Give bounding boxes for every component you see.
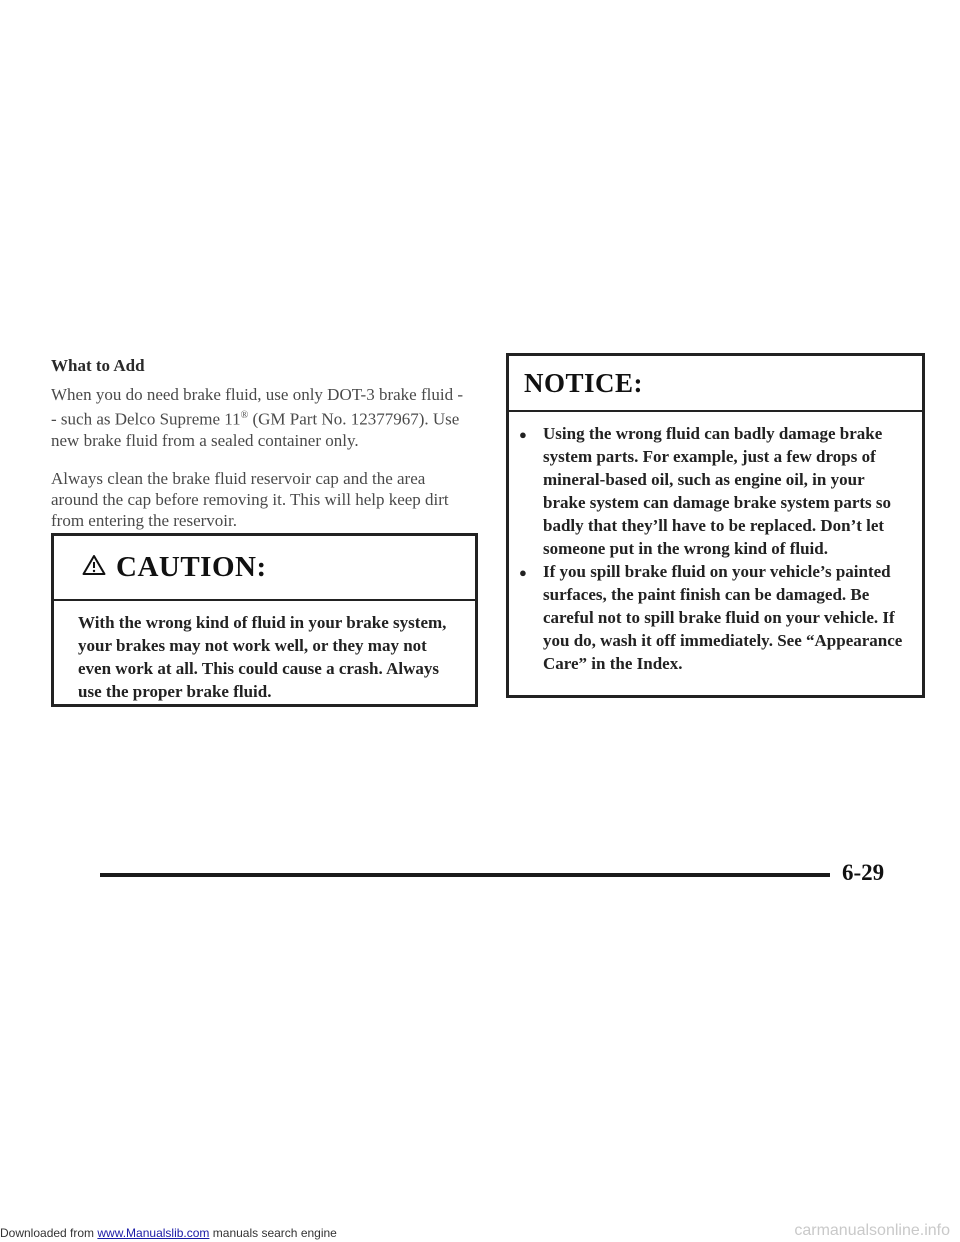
bullet-icon: ● bbox=[519, 565, 527, 580]
download-footer: Downloaded from www.Manualslib.com manuals search engine bbox=[0, 1226, 337, 1240]
notice-title: NOTICE: bbox=[524, 367, 644, 398]
caution-box bbox=[51, 533, 478, 707]
section-heading: What to Add bbox=[51, 356, 145, 375]
notice-item-text: Using the wrong fluid can badly damage brake system parts. For example, just a few drops of mineral-based oil, such as engine oil, in your brake system can damage brake system parts so badly that they’ll have to be replaced. Don’t let someone put in the wrong kind of fluid. bbox=[543, 424, 892, 558]
page-number: 6-29 bbox=[842, 860, 885, 885]
footer-divider bbox=[100, 873, 830, 877]
warning-triangle-icon bbox=[82, 554, 106, 581]
caution-title: CAUTION: bbox=[116, 551, 267, 583]
list-item bbox=[519, 560, 910, 675]
manualslib-link[interactable]: www.Manualslib.com bbox=[97, 1226, 210, 1240]
paragraph-clean-cap: Always clean the brake fluid reservoir cap and the area around the cap before removing it. This will help keep dirt from entering the reservoir. bbox=[51, 469, 449, 530]
paragraph-brake-fluid-type: When you do need brake fluid, use only DOT-3 brake fluid -- such as Delco Supreme 11® (GM Part No. 12377967). Use new brake fluid from a sealed container only. bbox=[51, 385, 463, 450]
notice-box bbox=[506, 353, 925, 698]
list-item bbox=[519, 422, 910, 560]
notice-item-text: If you spill brake fluid on your vehicle’s painted surfaces, the paint finish can be damaged. Be careful not to spill brake fluid on your vehicle. If you do, wash it off immediately. See “Appearance Care” in the Index. bbox=[543, 562, 903, 673]
caution-text: With the wrong kind of fluid in your brake system, your brakes may not work well, or they may not even work at all. This could cause a crash. Always use the proper brake fluid. bbox=[78, 613, 447, 701]
bullet-icon: ● bbox=[519, 427, 527, 442]
notice-header bbox=[509, 356, 922, 412]
registered-mark: ® bbox=[240, 410, 249, 421]
caution-header bbox=[54, 536, 475, 601]
watermark: carmanualsonline.info bbox=[794, 1222, 950, 1239]
notice-list bbox=[509, 412, 922, 675]
